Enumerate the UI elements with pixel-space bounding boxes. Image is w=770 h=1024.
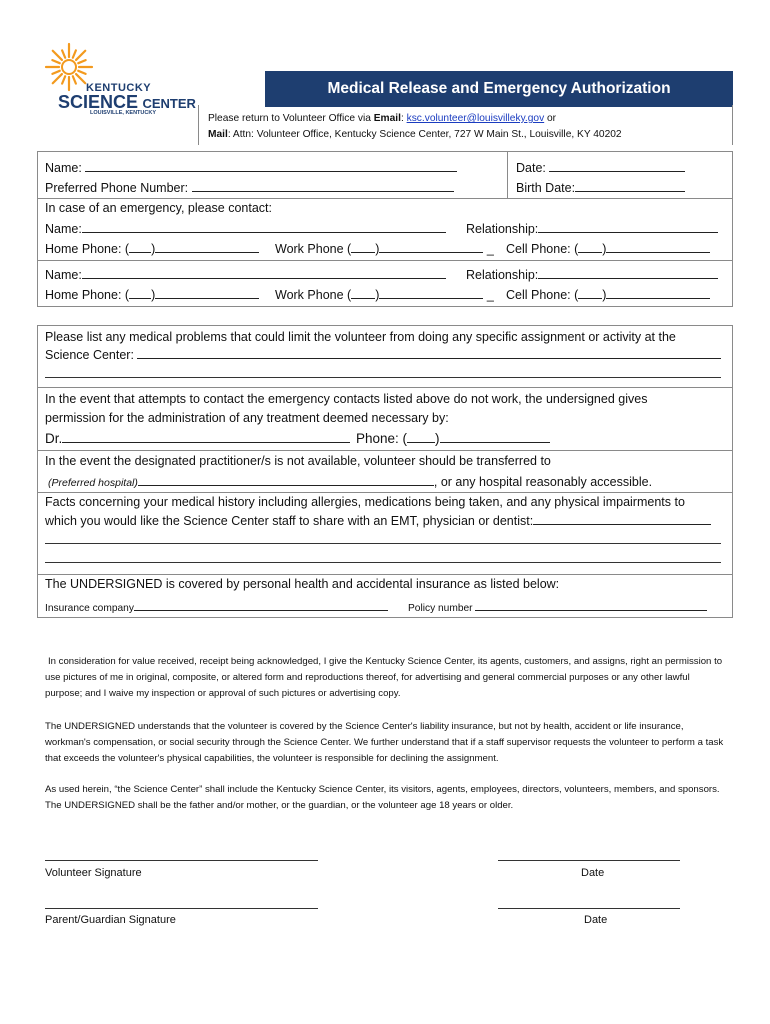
facts-label: which you would like the Science Center staff to share with an EMT, physician or dentist:	[45, 514, 534, 528]
logo-center: CENTER	[142, 96, 196, 111]
facts-line-extra-2	[45, 562, 721, 563]
volunteer-signature-line[interactable]	[45, 860, 318, 861]
paren: )	[602, 288, 607, 302]
sun-ray	[73, 50, 76, 57]
sun-ray	[53, 74, 62, 83]
doctor-label: Dr.	[45, 431, 63, 446]
contact2-work-phone-field[interactable]	[275, 287, 494, 302]
birth-date-field[interactable]	[516, 180, 685, 195]
underscore: _	[486, 242, 494, 256]
sun-ray	[73, 76, 76, 83]
contact1-name-field[interactable]	[45, 221, 446, 236]
divider-2	[37, 260, 732, 261]
paren: )	[151, 242, 156, 256]
insurance-company-label: Insurance company	[45, 603, 134, 614]
mail-label: Mail	[208, 129, 228, 140]
form-title: Medical Release and Emergency Authorization	[265, 71, 733, 107]
email-label: Email	[373, 113, 401, 124]
return-prefix: Please return to Volunteer Office via	[208, 113, 374, 124]
policy-number-field[interactable]	[408, 599, 707, 614]
parent-date-label: Date	[584, 914, 608, 926]
sun-ray	[53, 51, 62, 60]
contact2-relationship-label: Relationship:	[466, 268, 539, 282]
contact2-work-phone-label: Work Phone (	[275, 288, 352, 302]
sun-ray	[62, 50, 65, 57]
parent-signature-label: Parent/Guardian Signature	[45, 914, 176, 926]
sun-ray	[52, 71, 59, 74]
divider-6	[37, 574, 732, 575]
paren: )	[602, 242, 607, 256]
facts-field[interactable]	[45, 513, 711, 528]
preferred-phone-label: Preferred Phone Number:	[45, 181, 189, 195]
problems-line-extra	[45, 377, 721, 378]
insurance-covered-text: The UNDERSIGNED is covered by personal health and accidental insurance as listed below:	[45, 577, 560, 591]
doctor-field[interactable]	[45, 431, 350, 446]
divider-4	[37, 450, 732, 451]
permission-line2: permission for the administration of any treatment deemed necessary by:	[45, 411, 449, 425]
email-suffix: or	[544, 113, 557, 124]
contact1-relationship-label: Relationship:	[466, 222, 539, 236]
logo-line3: LOUISVILLE, KENTUCKY	[90, 110, 157, 116]
contact2-cell-phone-field[interactable]	[506, 287, 710, 302]
date-field[interactable]	[516, 160, 685, 175]
logo-line1: KENTUCKY	[86, 82, 152, 94]
problems-field[interactable]	[45, 347, 721, 362]
insurance-company-field[interactable]	[45, 599, 388, 614]
underscore: _	[486, 288, 494, 302]
sun-ray	[52, 60, 59, 63]
any-hospital-text: , or any hospital reasonably accessible.	[433, 475, 653, 489]
hospital-field[interactable]	[48, 474, 652, 489]
paren: )	[375, 242, 380, 256]
volunteer-signature-label: Volunteer Signature	[45, 867, 142, 879]
date-label: Date:	[516, 161, 546, 175]
name-field[interactable]	[45, 160, 457, 175]
emergency-intro: In case of an emergency, please contact:	[45, 201, 272, 215]
volunteer-date-label: Date	[581, 867, 605, 879]
transfer-text: In the event the designated practitioner/s is not available, volunteer should be transferred to	[45, 454, 551, 468]
mail-text: : Attn: Volunteer Office, Kentucky Science Center, 727 W Main St., Louisville, KY 40202	[227, 129, 622, 140]
contact1-home-phone-field[interactable]	[45, 241, 259, 256]
contact1-name-label: Name:	[45, 222, 82, 236]
paren: )	[151, 288, 156, 302]
problems-label: Science Center:	[45, 348, 134, 362]
problems-line1: Please list any medical problems that could limit the volunteer from doing any specific assignment or activity at the	[45, 330, 676, 344]
date-divider	[507, 151, 508, 198]
permission-line1: In the event that attempts to contact the emergency contacts listed above do not work, the undersigned gives	[45, 392, 648, 406]
legal-paragraph-2: The UNDERSIGNED understands that the volunteer is covered by the Science Center's liability insurance, but not by health, accident or life insurance, workman's compensation, or social security through the Science Center. We further understand that if a staff supervisor requests the volunteer to perform a task that exceeds the volunteer's physical capabilities, the volunteer is responsible for declining the assignment.	[45, 721, 724, 764]
logo	[44, 42, 196, 124]
contact1-relationship-field[interactable]	[466, 221, 718, 236]
contact1-cell-phone-label: Cell Phone: (	[506, 242, 579, 256]
parent-signature-line[interactable]	[45, 908, 318, 909]
paren: )	[375, 288, 380, 302]
header-box-border	[198, 105, 733, 145]
birth-date-label: Birth Date:	[516, 181, 576, 195]
volunteer-date-line[interactable]	[498, 860, 680, 861]
divider-3	[37, 387, 732, 388]
preferred-hospital-label: (Preferred hospital)	[48, 477, 138, 489]
sun-ray	[62, 76, 65, 83]
divider-5	[37, 492, 732, 493]
facts-line1: Facts concerning your medical history including allergies, medications being taken, and any physical impairments to	[45, 495, 685, 509]
return-line: Please return to Volunteer Office via Email: ksc.volunteer@louisvilleky.gov or	[208, 113, 557, 124]
contact2-relationship-field[interactable]	[466, 267, 718, 282]
contact1-work-phone-label: Work Phone (	[275, 242, 352, 256]
parent-date-line[interactable]	[498, 908, 680, 909]
preferred-phone-field[interactable]	[45, 180, 454, 195]
paren: )	[435, 431, 440, 446]
facts-line-extra-1	[45, 543, 721, 544]
sun-ray	[78, 60, 85, 63]
email-link[interactable]: ksc.volunteer@louisvilleky.gov	[406, 113, 545, 124]
contact1-work-phone-field[interactable]	[275, 241, 494, 256]
legal-paragraph-3: As used herein, “the Science Center” shall include the Kentucky Science Center, its visitors, agents, employees, directors, volunteers, members, and sponsors. The UNDERSIGNED shall be the father and/or mother, or the guardian, or the volunteer age 18 years or older.	[45, 784, 720, 811]
sun-ray	[76, 51, 85, 60]
contact2-home-phone-field[interactable]	[45, 287, 259, 302]
sun-ray	[76, 74, 85, 83]
contact2-cell-phone-label: Cell Phone: (	[506, 288, 579, 302]
divider-1	[37, 198, 732, 199]
contact2-name-label: Name:	[45, 268, 82, 282]
contact1-cell-phone-field[interactable]	[506, 241, 710, 256]
contact2-name-field[interactable]	[45, 267, 446, 282]
legal-paragraph-1: In consideration for value received, receipt being acknowledged, I give the Kentucky Science Center, its agents, customers, and assigns, right an permission to use pictures of me in original, composite, or altered form and reproductions thereof, for advertising and general commercial purposes or any other lawful purpose; and I waive my inspection or approval of such pictures or advertising copy.	[45, 656, 723, 699]
sun-ray	[78, 71, 85, 74]
doctor-phone-field[interactable]	[356, 431, 550, 446]
logo-science: SCIENCE	[58, 92, 139, 112]
contact2-home-phone-label: Home Phone: (	[45, 288, 130, 302]
doctor-phone-label: Phone: (	[356, 431, 408, 446]
policy-number-label: Policy number	[408, 603, 473, 614]
name-label: Name:	[45, 161, 82, 175]
contact1-home-phone-label: Home Phone: (	[45, 242, 130, 256]
